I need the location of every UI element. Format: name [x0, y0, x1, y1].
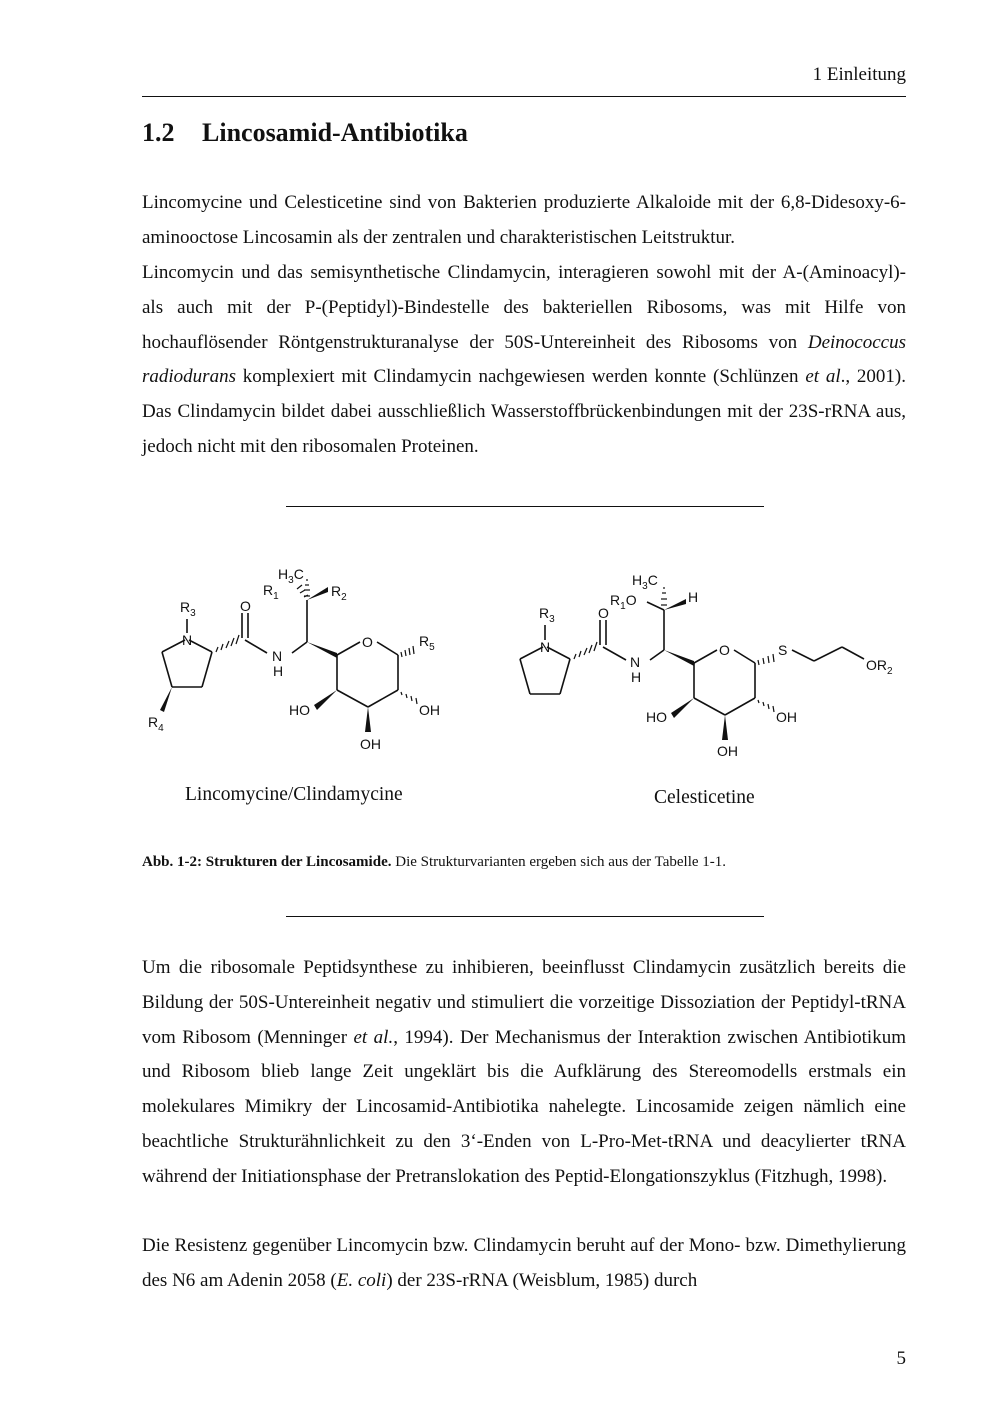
linco-oh-bottom-label: OH [360, 736, 381, 752]
p2-text-a: Lincomycin und das semisynthetische Clindamycin, interagieren sowohl mit der A-(Aminoacyl)- als auch mit der P-(Peptidyl)-Bindestelle des bakteriellen Ribosoms, was mit Hilfe von hochauflösender Röntgenstrukturanalyse der 50S-Untereinheit des Ribosoms von [142, 262, 906, 353]
caption-bold: Abb. 1-2: Strukturen der Lincosamide. [142, 854, 392, 870]
p2-etal: et al [805, 366, 841, 388]
cele-or2-label: $OR_2$ [866, 657, 893, 677]
cele-amide-n-label: N [630, 654, 641, 670]
p2-text-b: komplexiert mit Clindamycin nachgewiesen werden konnte (Schlünzen [235, 366, 806, 388]
lincosamide-structures-figure [142, 555, 922, 775]
section-title [142, 118, 468, 148]
cele-ring-n-label: N [540, 639, 551, 655]
linco-r5-label: $R_5$ [419, 633, 435, 653]
header-rule [142, 96, 906, 97]
linco-carbonyl-o-label: O [240, 598, 251, 614]
p4-organism: E. coli [336, 1269, 387, 1291]
cele-amide-h-label: H [631, 669, 642, 685]
cele-oh-right-label: OH [776, 709, 797, 725]
page-number: 5 [896, 1348, 906, 1369]
structure-label-lincomycine: Lincomycine/Clindamycine [185, 784, 403, 805]
p3-text-a: Um die ribosomale Peptidsynthese zu inhibieren, beeinflusst Clindamycin zusätzlich bereits die Bildung der 50S-Untereinheit negativ und stimuliert die vorzeitige Dissoziation der Peptidyl-tRNA vom Ribosom (Menninger [142, 957, 906, 1048]
linco-ring-n-label: N [182, 632, 193, 648]
figure-separator-bottom [286, 916, 764, 917]
linco-r3-label: $R_3$ [180, 599, 196, 619]
paragraph-1: Lincomycine und Celesticetine sind von Bakterien produzierte Alkaloide mit der 6,8-Didesoxy-6-aminooctose Lincosamin als der zentralen und charakteristischen Leitstruktur. [142, 192, 906, 248]
linco-h3c-label: $H_3C$ [278, 566, 304, 586]
linco-r2-label: $R_2$ [331, 583, 347, 603]
p2-text-c: ., 2001). Das Clindamycin bildet dabei ausschließlich Wasserstoffbrückenbindungen mit der 23S-rRNA aus, jedoch nicht mit den ribosomalen Proteinen. [142, 366, 907, 457]
paragraph-3 [142, 951, 906, 1195]
paragraph-2 [142, 256, 906, 465]
linco-amide-n-label: N [272, 648, 283, 664]
p4-text-b: ) der 23S-rRNA (Weisblum, 1985) durch [386, 1269, 698, 1291]
cele-ring-o-label: O [719, 642, 730, 658]
caption-text: Die Strukturvarianten ergeben sich aus der Tabelle 1-1. [391, 854, 727, 870]
section-title-text: Lincosamid-Antibiotika [202, 118, 468, 147]
linco-ring-o-label: O [362, 634, 373, 650]
cele-r3-label: $R_3$ [539, 605, 555, 625]
p4-text-a: Die Resistenz gegenüber Lincomycin bzw. Clindamycin beruht auf der Mono- bzw. Dimethylierung des N6 am Adenin 2058 ( [142, 1235, 906, 1291]
cele-carbonyl-o-label: O [598, 605, 609, 621]
running-head: 1 Einleitung [812, 64, 906, 85]
figure-separator-top [286, 506, 764, 507]
cele-r1o-label: $R_1O$ [610, 592, 637, 612]
linco-amide-h-label: H [273, 663, 284, 679]
cele-ho-label: HO [646, 709, 667, 725]
cele-h-label: H [688, 589, 699, 605]
paragraph-4 [142, 1229, 906, 1299]
p2-organism: Deinococcus radiodurans [142, 331, 906, 388]
linco-r1-label: $R_1$ [263, 582, 279, 602]
cele-s-label: S [778, 642, 788, 658]
figure-caption [142, 854, 726, 871]
p3-text-b: , 1994). Der Mechanismus der Interaktion zwischen Antibiotikum und Ribosom blieb lange Zeit ungeklärt bis die Aufklärung des Stereomodells erstmals ein molekulares Mimikry der Lincosamid-Antibiotika nahelegte. Lincosamide zeigen nämlich eine beachtliche Strukturähnlichkeit zu den 3‘-Enden von [142, 1026, 906, 1152]
p3-text-c: -Pro-Met-tRNA und deacylierter tRNA während der Initiationsphase der Pretranslokation des Peptid-Elongationszyklus (Fitzhugh, 1998). [142, 1130, 906, 1187]
cele-oh-bottom-label: OH [717, 743, 738, 759]
p3-smallcap-l: L [580, 1130, 592, 1152]
linco-r4-label: $R_4$ [148, 714, 164, 734]
cele-h3c-label: $H_3C$ [632, 572, 658, 592]
p3-etal: et al. [353, 1026, 394, 1048]
linco-ho-label: HO [289, 702, 310, 718]
section-number: 1.2 [142, 118, 175, 147]
structure-label-celesticetine: Celesticetine [654, 787, 755, 808]
linco-oh-right-label: OH [419, 702, 440, 718]
